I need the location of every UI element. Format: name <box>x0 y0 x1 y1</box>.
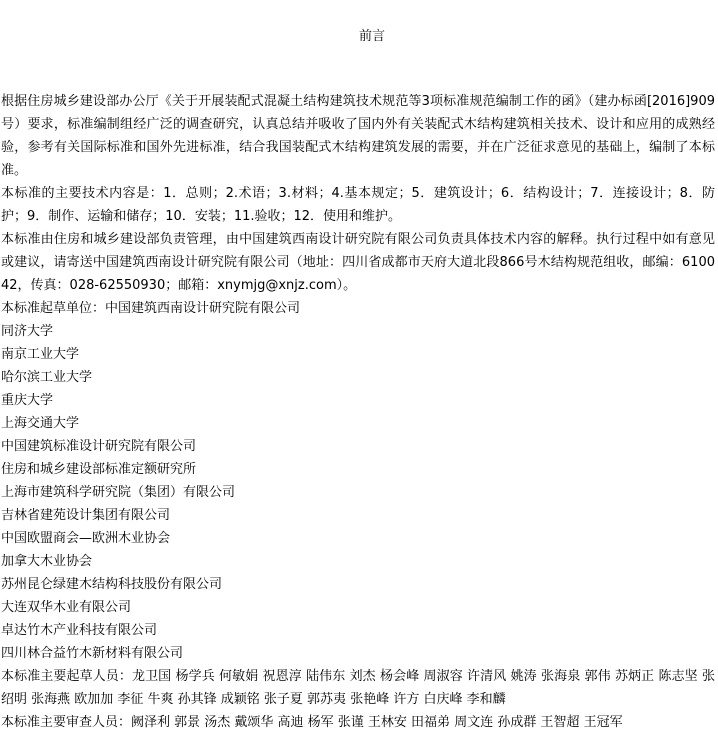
drafting-unit-item: 上海市建筑科学研究院（集团）有限公司 <box>1 485 236 500</box>
drafting-unit-item: 苏州昆仑绿建木结构科技股份有限公司 <box>1 577 223 592</box>
drafting-unit-item: 吉林省建苑设计集团有限公司 <box>1 508 171 523</box>
drafting-unit-item: 中国欧盟商会—欧洲木业协会 <box>1 531 171 546</box>
drafting-unit-item: 上海交通大学 <box>1 416 80 431</box>
drafting-unit-item: 住房和城乡建设部标准定额研究所 <box>1 462 197 477</box>
content-summary-paragraph: 本标准的主要技术内容是：1．总则；2.术语；3.材料；4.基本规定；5．建筑设计；6．结构设计；7．连接设计；8．防护；9．制作、运输和储存；10．安装；11.验收；12．使用和维护。 <box>1 186 715 224</box>
drafting-unit-item: 重庆大学 <box>1 393 54 408</box>
drafting-unit-item: 大连双华木业有限公司 <box>1 600 132 615</box>
drafting-unit-item: 四川林合益竹木新材料有限公司 <box>1 646 184 661</box>
main-drafters-paragraph: 本标准主要起草人员：龙卫国 杨学兵 何敏娟 祝恩淳 陆伟东 刘杰 杨会峰 周淑容 许清风 姚涛 张海泉 郭伟 苏炳正 陈志坚 张绍明 张海燕 欧加加 李征 牛爽 孙其锋 成颖铭 张子夏 郭苏夷 张艳峰 许方 白庆峰 李和麟 <box>1 669 715 707</box>
document-title: 前言 <box>358 29 385 44</box>
drafting-unit-item: 南京工业大学 <box>1 347 80 362</box>
drafting-unit-item: 卓达竹木产业科技有限公司 <box>1 623 158 638</box>
drafting-unit-item: 同济大学 <box>1 324 54 339</box>
drafting-unit-item: 哈尔滨工业大学 <box>1 370 93 385</box>
main-reviewers-paragraph: 本标准主要审查人员：阙泽利 郭景 汤杰 戴颂华 高迪 杨军 张谨 王林安 田福弟 周文连 孙成群 王智超 王冠军 <box>1 715 623 730</box>
drafting-unit-lead: 本标准起草单位：中国建筑西南设计研究院有限公司 <box>1 301 301 316</box>
management-paragraph: 本标准由住房和城乡建设部负责管理，由中国建筑西南设计研究院有限公司负责具体技术内容的解释。执行过程中如有意见或建议，请寄送中国建筑西南设计研究院有限公司（地址：四川省成都市天府大道北段866号木结构规范组收，邮编：610042，传真：028-62550930；邮箱：xnymjg@xnjz.com）。 <box>1 232 715 293</box>
drafting-unit-item: 中国建筑标准设计研究院有限公司 <box>1 439 197 454</box>
document-body <box>1 90 715 734</box>
intro-paragraph: 根据住房城乡建设部办公厅《关于开展装配式混凝土结构建筑技术规范等3项标准规范编制工作的函》（建办标函[2016]909号）要求，标准编制组经广泛的调查研究，认真总结并吸收了国内外有关装配式木结构建筑相关技术、设计和应用的成熟经验，参考有关国际标准和国外先进标准，结合我国装配式木结构建筑发展的需要，并在广泛征求意见的基础上，编制了本标准。 <box>1 94 715 178</box>
drafting-unit-item: 加拿大木业协会 <box>1 554 93 569</box>
